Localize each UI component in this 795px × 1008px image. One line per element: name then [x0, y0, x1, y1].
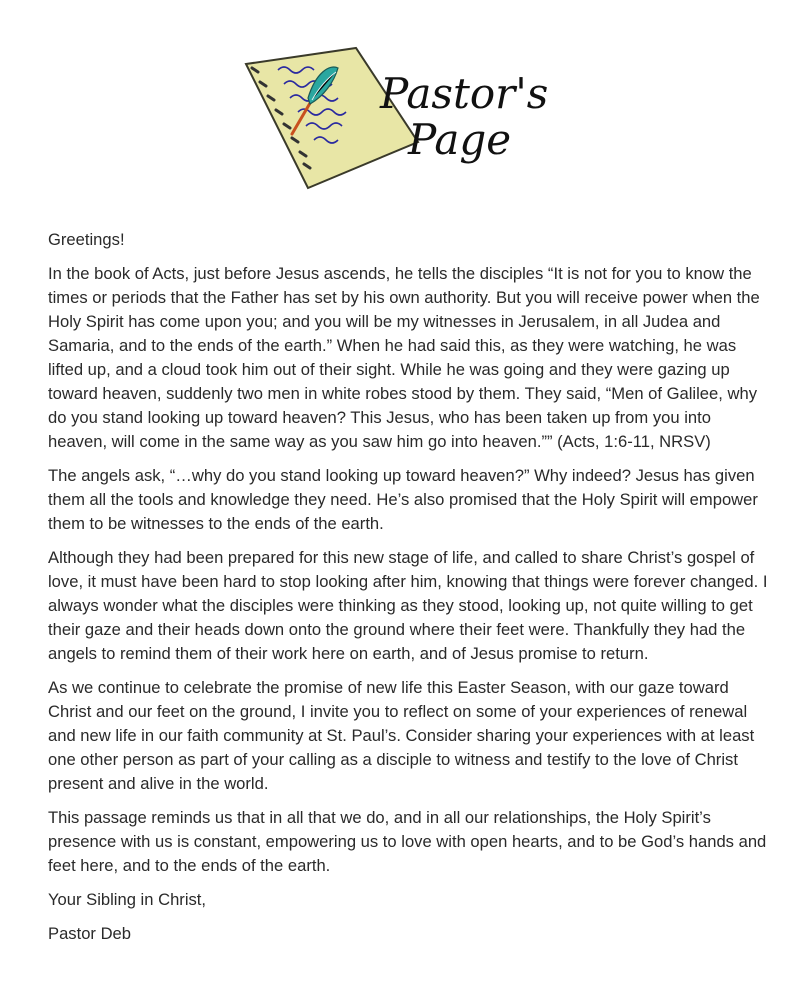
- logo-title-line1: Pastor's: [380, 69, 549, 118]
- closing: Your Sibling in Christ,: [48, 890, 207, 909]
- paragraph-4: As we continue to celebrate the promise of new life this Easter Season, with our gaze toward Christ and our feet on the ground, I invite you to reflect on some of your experiences of renewal and new life in our faith community at St. Paul’s. Consider sharing your experiences with at least one other person as part of your calling as a disciple to witness and testify to the love of Christ present and alive in the world.: [48, 678, 755, 793]
- paragraph-2: The angels ask, “…why do you stand looking up toward heaven?” Why indeed? Jesus has given them all the tools and knowledge they need. He’s also promised that the Holy Spirit will empower them to be witnesses to the ends of the earth.: [48, 466, 758, 533]
- pastors-page-logo: [238, 42, 568, 192]
- paragraph-3: Although they had been prepared for this new stage of life, and called to share Christ’s gospel of love, it must have been hard to stop looking after him, knowing that things were forever changed. I always wonder what the disciples were thinking as they stood, looking up, not quite willing to get their gaze and their heads down onto the ground where their feet were. Thankfully they had the angels to remind them of their work here on earth, and of Jesus promise to return.: [48, 548, 768, 663]
- signature: Pastor Deb: [48, 924, 132, 943]
- paragraph-5: This passage reminds us that in all that we do, and in all our relationships, the Holy Spirit’s presence with us is constant, empowering us to love with open hearts, and to be God’s hands and feet here, and to the ends of the earth.: [48, 808, 767, 875]
- logo-title-line2: Page: [408, 115, 512, 164]
- letter-body: [48, 228, 768, 956]
- paragraph-1: In the book of Acts, just before Jesus ascends, he tells the disciples “It is not for you to know the times or periods that the Father has set by his own authority. But you will receive power when the Holy Spirit has come upon you; and you will be my witnesses in Jerusalem, in all Judea and Samaria, and to the ends of the earth.” When he had said this, as they were watching, he was lifted up, and a cloud took him out of their sight. While he was going and they were gazing up toward heaven, suddenly two men in white robes stood by them. They said, “Men of Galilee, why do you stand looking up toward heaven? This Jesus, who has been taken up from you into heaven, will come in the same way as you saw him go into heaven.”” (Acts, 1:6-11, NRSV): [48, 264, 760, 451]
- greeting: Greetings!: [48, 230, 125, 249]
